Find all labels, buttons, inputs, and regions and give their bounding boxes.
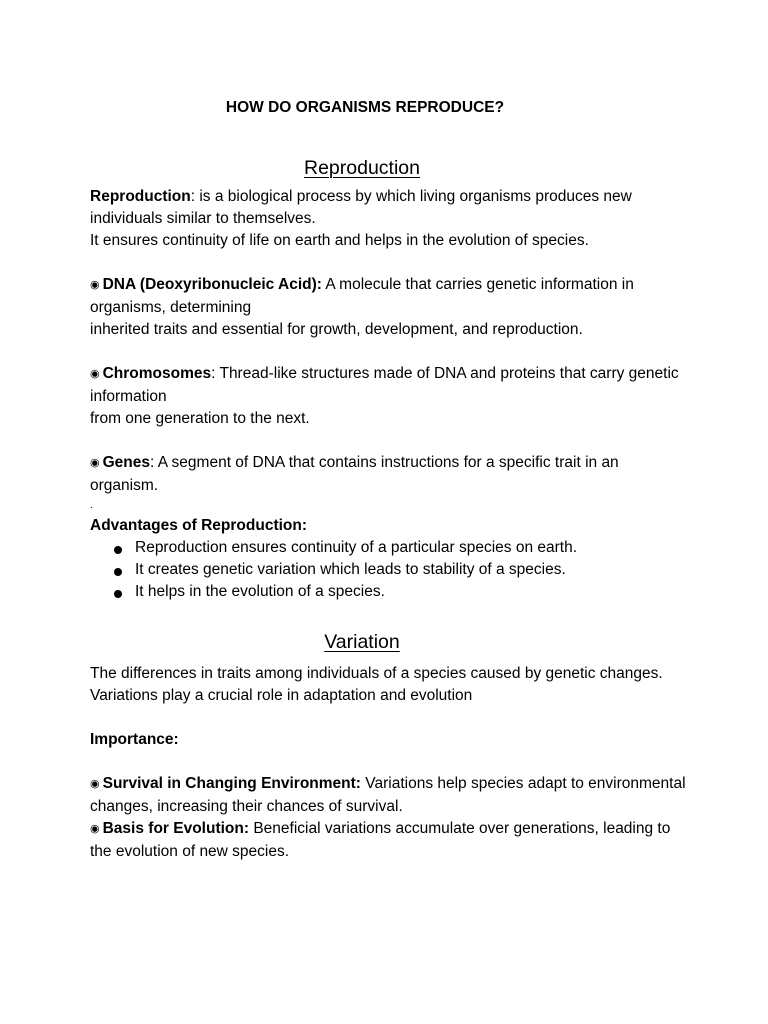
list-item: Reproduction ensures continuity of a particular species on earth. (90, 537, 690, 559)
reproduction-definition-text: : is a biological process by which living organisms produces new individuals similar to themselves. (90, 188, 632, 227)
reproduction-definition (90, 186, 690, 230)
radio-bullet-icon: ◉ (90, 778, 100, 790)
variation-definition: The differences in traits among individuals of a species caused by genetic changes. Variations play a crucial role in adaptation and evolution (90, 665, 663, 704)
importance-heading: Importance: (90, 731, 179, 748)
chromosomes-paragraph (90, 363, 690, 408)
section-heading-variation-text: Variation (324, 631, 400, 653)
survival-text: Variations help species adapt to environmental changes, increasing their chances of survival. (90, 775, 686, 815)
advantages-list (90, 537, 690, 603)
list-item: It creates genetic variation which leads to stability of a species. (90, 559, 690, 581)
bullet-dot-icon (114, 590, 122, 598)
radio-bullet-icon: ◉ (90, 279, 100, 291)
dna-paragraph (90, 274, 690, 319)
reproduction-section (90, 186, 690, 603)
genes-paragraph (90, 452, 690, 497)
evolution-term: Basis for Evolution: (102, 820, 250, 837)
evolution-text: Beneficial variations accumulate over generations, leading to the evolution of new species. (90, 820, 671, 860)
chromosomes-text-line2: from one generation to the next. (90, 410, 310, 427)
advantages-heading: Advantages of Reproduction: (90, 517, 308, 534)
dna-text-line2: inherited traits and essential for growth, development, and reproduction. (90, 321, 583, 338)
radio-bullet-icon: ◉ (90, 457, 100, 469)
section-heading-reproduction-text: Reproduction (304, 157, 420, 179)
bullet-dot-icon (114, 546, 122, 554)
document-title-text: HOW DO ORGANISMS REPRODUCE? (225, 99, 505, 116)
section-heading-variation (0, 630, 768, 654)
list-item: It helps in the evolution of a species. (90, 581, 690, 603)
bullet-dot-icon (114, 568, 122, 576)
chromosomes-text-line1: : Thread-like structures made of DNA and proteins that carry genetic information (90, 365, 679, 405)
reproduction-term: Reproduction (90, 188, 191, 205)
genes-term: Genes (102, 454, 150, 471)
evolution-paragraph (90, 818, 690, 863)
reproduction-continuity: It ensures continuity of life on earth and helps in the evolution of species. (90, 232, 589, 249)
genes-text: : A segment of DNA that contains instructions for a specific trait in an organism. (90, 454, 619, 494)
radio-bullet-icon: ◉ (90, 823, 100, 835)
radio-bullet-icon: ◉ (90, 368, 100, 380)
dna-term: DNA (Deoxyribonucleic Acid): (102, 276, 322, 293)
stray-dot: . (90, 500, 93, 511)
survival-term: Survival in Changing Environment: (102, 775, 361, 792)
chromosomes-term: Chromosomes (102, 365, 212, 382)
section-heading-reproduction (0, 156, 768, 180)
dna-text-line1: A molecule that carries genetic information in organisms, determining (90, 276, 634, 316)
document-title (0, 98, 768, 118)
variation-section (90, 663, 690, 863)
survival-paragraph (90, 773, 690, 818)
